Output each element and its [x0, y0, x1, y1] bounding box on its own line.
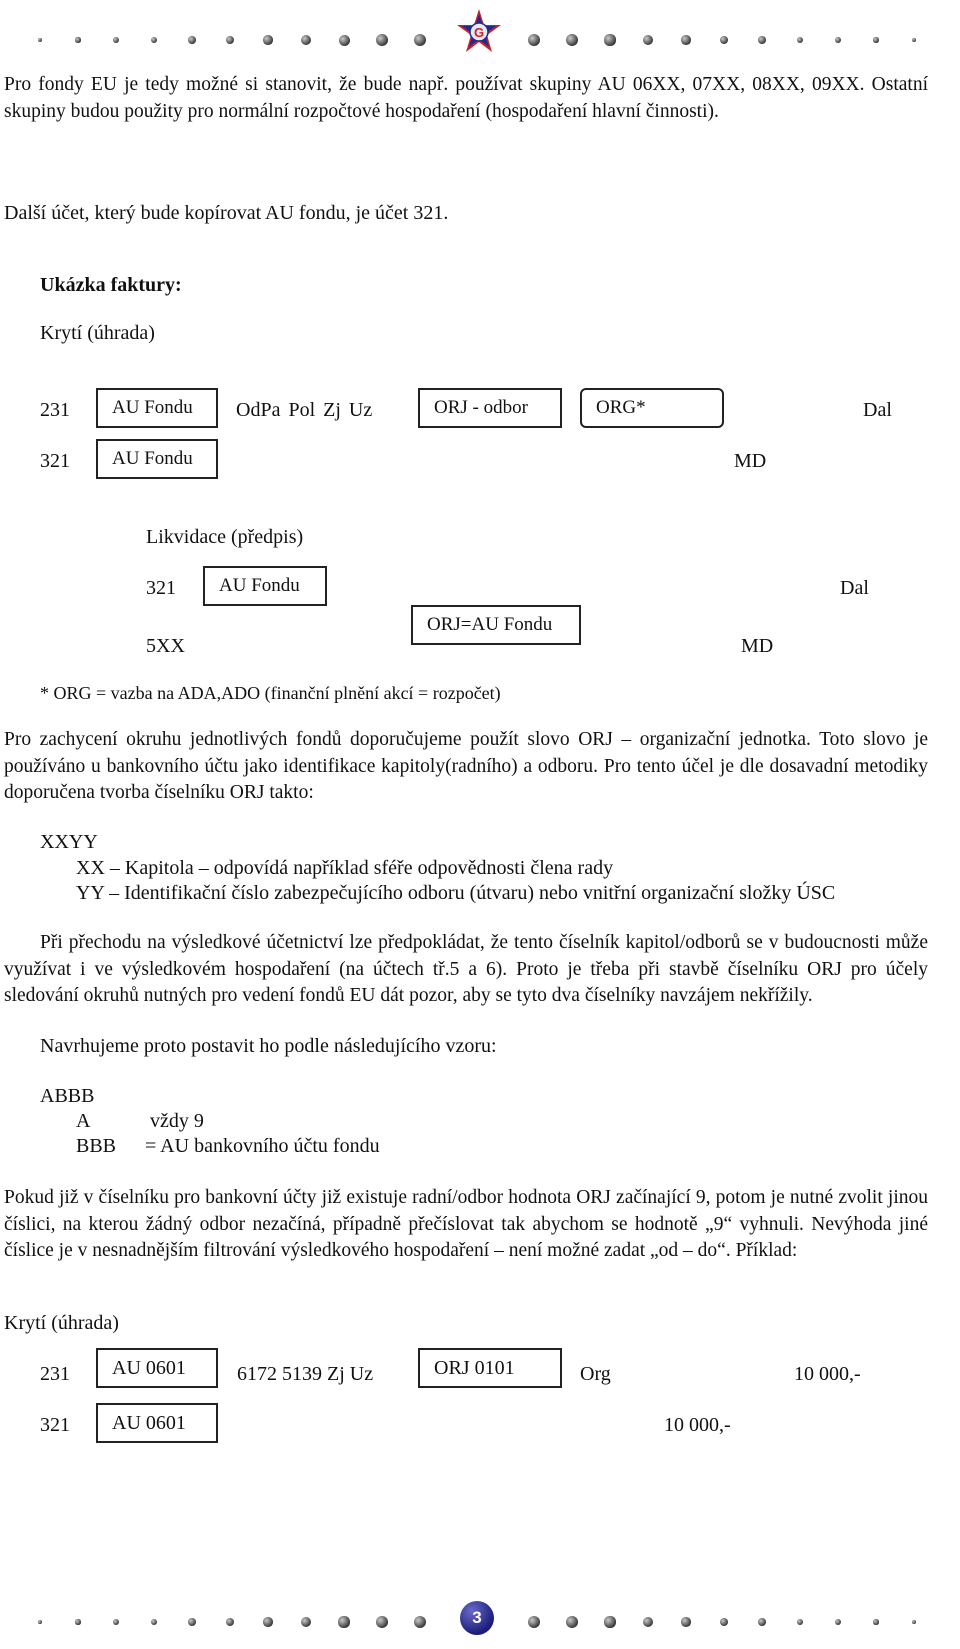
decorative-dot: [188, 1618, 196, 1626]
kryti-title-1: Krytí (úhrada): [40, 322, 155, 344]
paragraph-account-321: Další účet, který bude kopírovat AU fondu, je účet 321.: [4, 202, 449, 224]
decorative-dot: [226, 1618, 235, 1627]
sample-heading: Ukázka faktury:: [40, 274, 182, 296]
orj-odbor-box: ORJ - odbor: [418, 388, 562, 428]
decorative-dot: [643, 35, 653, 45]
a-value: vždy 9: [150, 1110, 204, 1132]
decorative-dot: [151, 1619, 158, 1626]
decorative-dot: [758, 1618, 766, 1626]
decorative-dot: [912, 38, 916, 42]
decorative-dot: [301, 1617, 311, 1627]
amount: 10 000,-: [664, 1414, 731, 1436]
decorative-dot: [681, 35, 690, 44]
side-dal: Dal: [840, 577, 869, 599]
account-321: 321: [40, 450, 70, 472]
orj-au-fondu-box: ORJ=AU Fondu: [411, 605, 581, 645]
likvidace-title: Likvidace (předpis): [146, 526, 304, 548]
fields-values: 6172 5139 Zj Uz: [237, 1363, 374, 1385]
decorative-dot: [376, 1616, 388, 1628]
decorative-dot: [113, 1619, 119, 1625]
decorative-dot: [758, 36, 766, 44]
decorative-dot: [681, 1617, 690, 1626]
decorative-dot: [797, 37, 804, 44]
decorative-dot: [414, 34, 427, 47]
account-231: 231: [40, 1363, 70, 1385]
account-5xx: 5XX: [146, 635, 185, 657]
paragraph-warning: Pokud již v číselníku pro bankovní účty již existuje radní/odbor hodnota ORJ začínající 9, potom je nutné zvolit jinou číslici, na kterou žádný odbor nezačíná, případně přečíslovat tak abychom se hodnotě „9“ vyhnuli. Nevýhoda jiné číslice je v nesnadnějším filtrování výsledkového hospodaření – není možné zadat „od – do“. Příklad:: [4, 1187, 928, 1261]
logo: [455, 8, 503, 56]
bbb-label: BBB: [76, 1135, 117, 1157]
account-321: 321: [146, 577, 176, 599]
fields-label: OdPa Pol Zj Uz: [236, 399, 373, 421]
org-box: ORG*: [580, 388, 724, 428]
decorative-dot: [226, 36, 234, 44]
star-g-logo-icon: [455, 8, 503, 56]
decorative-dot: [873, 1619, 878, 1624]
decorative-dot: [376, 34, 388, 46]
decorative-dot: [835, 1619, 841, 1625]
code-abbb: ABBB: [40, 1085, 95, 1107]
decorative-dot: [528, 1616, 541, 1629]
paragraph-transition-text: Při přechodu na výsledkové účetnictví lze předpokládat, že tento číselník kapitol/odborů se v budoucnosti může využívat i ve výsledkovém hospodaření (na účtech tř.5 a 6). Proto je třeba při stavbě číselníku ORJ pro účely sledování okruhů nutných pro vedení fondů EU dát pozor, aby se tyto dva číselníky navzájem nekřížily.: [4, 932, 928, 1006]
decorative-dot: [720, 1618, 729, 1627]
paragraph-proposal: Navrhujeme proto postavit ho podle následujícího vzoru:: [40, 1035, 497, 1057]
decorative-dot: [643, 1617, 653, 1627]
decorative-dot: [339, 35, 350, 46]
yy-description: YY – Identifikační číslo zabezpečujícího odboru (útvaru) nebo vnitřní organizační složky ÚSC: [76, 882, 836, 904]
bbb-value: = AU bankovního účtu fondu: [145, 1135, 380, 1157]
decorative-dot: [604, 34, 615, 45]
side-md: MD: [734, 450, 767, 472]
decorative-dot: [566, 1616, 578, 1628]
account-321: 321: [40, 1414, 70, 1436]
footnote: * ORG = vazba na ADA,ADO (finanční plnění akcí = rozpočet): [40, 683, 501, 703]
decorative-dot: [75, 1619, 80, 1624]
au-fondu-box: AU Fondu: [203, 566, 327, 606]
org-label: Org: [580, 1363, 611, 1385]
orj-0101-box: ORJ 0101: [418, 1348, 562, 1388]
decorative-dot: [38, 38, 42, 42]
account-231: 231: [40, 399, 70, 421]
decorative-dot: [338, 1616, 349, 1627]
au-0601-box: AU 0601: [96, 1403, 218, 1443]
paragraph-orj: Pro zachycení okruhu jednotlivých fondů doporučujeme použít slovo ORJ – organizační jednotka. Toto slovo je používáno u bankovního účtu jako identifikace kapitoly(radního) a odboru. Pro tento účel je dle dosavadní metodiky doporučena tvorba číselníku ORJ takto:: [4, 729, 928, 803]
amount: 10 000,-: [794, 1363, 861, 1385]
decorative-dot: [301, 35, 311, 45]
decorative-dot: [720, 36, 729, 45]
paragraph-eu-funds: Pro fondy EU je tedy možné si stanovit, že bude např. používat skupiny AU 06XX, 07XX, 08XX, 09XX. Ostatní skupiny budou použity pro normální rozpočtové hospodaření (hospodaření hlavní činnosti).: [4, 74, 928, 122]
decorative-dot: [113, 37, 119, 43]
decorative-dot: [75, 37, 80, 42]
decorative-dot: [263, 35, 272, 44]
paragraph-transition: [4, 930, 928, 1010]
decorative-dot: [263, 1617, 272, 1626]
decorative-dot: [604, 1616, 615, 1627]
decorative-dot: [528, 34, 541, 47]
code-xxyy: XXYY: [40, 831, 98, 853]
au-fondu-box: AU Fondu: [96, 439, 218, 479]
au-fondu-box: AU Fondu: [96, 388, 218, 428]
decorative-dot: [151, 37, 158, 44]
page-number-badge: 3: [460, 1601, 494, 1635]
side-dal: Dal: [863, 399, 892, 421]
decorative-dot: [188, 36, 196, 44]
a-label: A: [76, 1110, 91, 1132]
side-md: MD: [741, 635, 774, 657]
svg-text:G: G: [473, 25, 485, 40]
xx-description: XX – Kapitola – odpovídá například sféře odpovědnosti člena rady: [76, 857, 614, 879]
decorative-dot: [797, 1619, 804, 1626]
decorative-dot: [873, 37, 878, 42]
decorative-dot: [38, 1620, 42, 1624]
decorative-dot: [912, 1620, 916, 1624]
kryti-title-2: Krytí (úhrada): [4, 1312, 119, 1334]
au-0601-box: AU 0601: [96, 1348, 218, 1388]
decorative-dot: [566, 34, 578, 46]
decorative-dot: [414, 1616, 427, 1629]
decorative-dot: [835, 37, 841, 43]
